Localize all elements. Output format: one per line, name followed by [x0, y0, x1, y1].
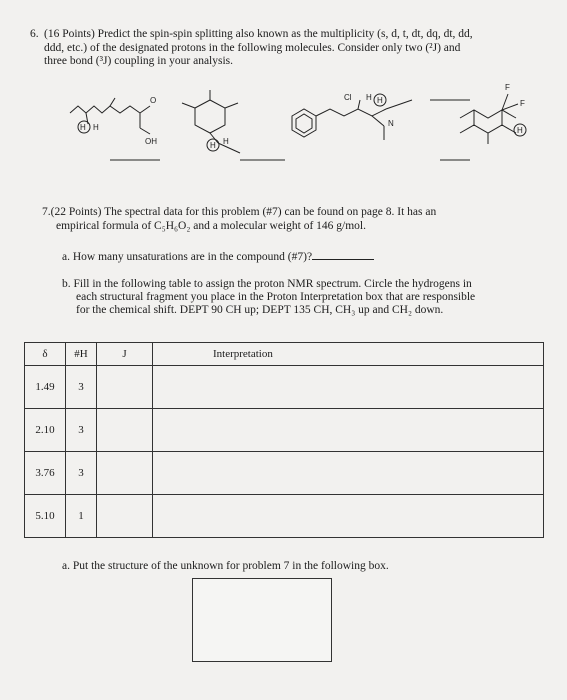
m2-h-label: H [223, 137, 229, 146]
nh-cell: 1 [66, 495, 97, 538]
header-j: J [97, 343, 153, 366]
header-nh: #H [66, 343, 97, 366]
j-cell[interactable] [97, 366, 153, 409]
answer-instructions: a. Put the structure of the unknown for problem 7 in the following box. [62, 560, 389, 572]
interpretation-cell[interactable] [153, 409, 544, 452]
unsaturation-answer-blank[interactable] [312, 248, 374, 260]
nh-cell: 3 [66, 409, 97, 452]
question-7-number: 7. [42, 206, 51, 218]
delta-cell: 3.76 [25, 452, 66, 495]
interpretation-cell[interactable] [153, 452, 544, 495]
molecule-structures [0, 78, 567, 178]
table-row [25, 409, 544, 452]
part-b-line1: b. Fill in the following table to assign the proton NMR spectrum. Circle the hydrogens in [62, 278, 472, 290]
question-7-line2: empirical formula of C₅H₆O₂ and a molecular weight of 146 g/mol. [56, 219, 366, 232]
m1-o-label: O [150, 96, 157, 105]
question-6-number: 6. [30, 28, 39, 40]
j-cell[interactable] [97, 495, 153, 538]
part-a [62, 248, 374, 263]
m3-h-label: H [366, 93, 372, 102]
m3-h-circled-label: H [377, 96, 383, 105]
table-row [25, 366, 544, 409]
m3-n-label: N [388, 119, 394, 128]
interpretation-cell[interactable] [153, 495, 544, 538]
delta-cell: 5.10 [25, 495, 66, 538]
j-cell[interactable] [97, 452, 153, 495]
j-cell[interactable] [97, 409, 153, 452]
question-6 [30, 28, 540, 69]
m4-h-circled-label: H [517, 126, 523, 135]
part-b [62, 278, 532, 317]
part-a-text: a. How many unsaturations are in the compound (#7)? [62, 251, 313, 263]
m4-f-label-top: F [505, 83, 510, 92]
question-7 [42, 206, 542, 233]
part-b-line2: each structural fragment you place in the Proton Interpretation box that are responsible [76, 291, 476, 303]
table-row [25, 495, 544, 538]
header-delta: δ [25, 343, 66, 366]
question-6-line2: ddd, etc.) of the designated protons in the following molecules. Consider only two (²J) and [44, 41, 461, 54]
m2-h-circled-label: H [210, 141, 216, 150]
m1-oh-label: OH [145, 137, 157, 146]
question-6-line3: three bond (³J) coupling in your analysis. [44, 55, 234, 67]
m4-f-label-right: F [520, 99, 525, 108]
m1-h-label: H [93, 123, 99, 132]
nh-cell: 3 [66, 366, 97, 409]
m1-h-circled-label: H [80, 123, 86, 132]
header-interpretation: Interpretation [153, 343, 544, 366]
question-7-line1: (22 Points) The spectral data for this problem (#7) can be found on page 8. It has an [50, 206, 437, 218]
structure-answer-box[interactable] [192, 578, 332, 662]
delta-cell: 2.10 [25, 409, 66, 452]
part-b-line3: for the chemical shift. DEPT 90 CH up; DEPT 135 CH, CH₃ up and CH₂ down. [76, 304, 444, 316]
table-row [25, 452, 544, 495]
nmr-table [24, 342, 544, 538]
interpretation-cell[interactable] [153, 366, 544, 409]
delta-cell: 1.49 [25, 366, 66, 409]
nh-cell: 3 [66, 452, 97, 495]
m3-cl-label: Cl [344, 93, 352, 102]
question-6-line1: (16 Points) Predict the spin-spin splitting also known as the multiplicity (s, d, t, dt, dq, dt, dd, [44, 28, 473, 40]
